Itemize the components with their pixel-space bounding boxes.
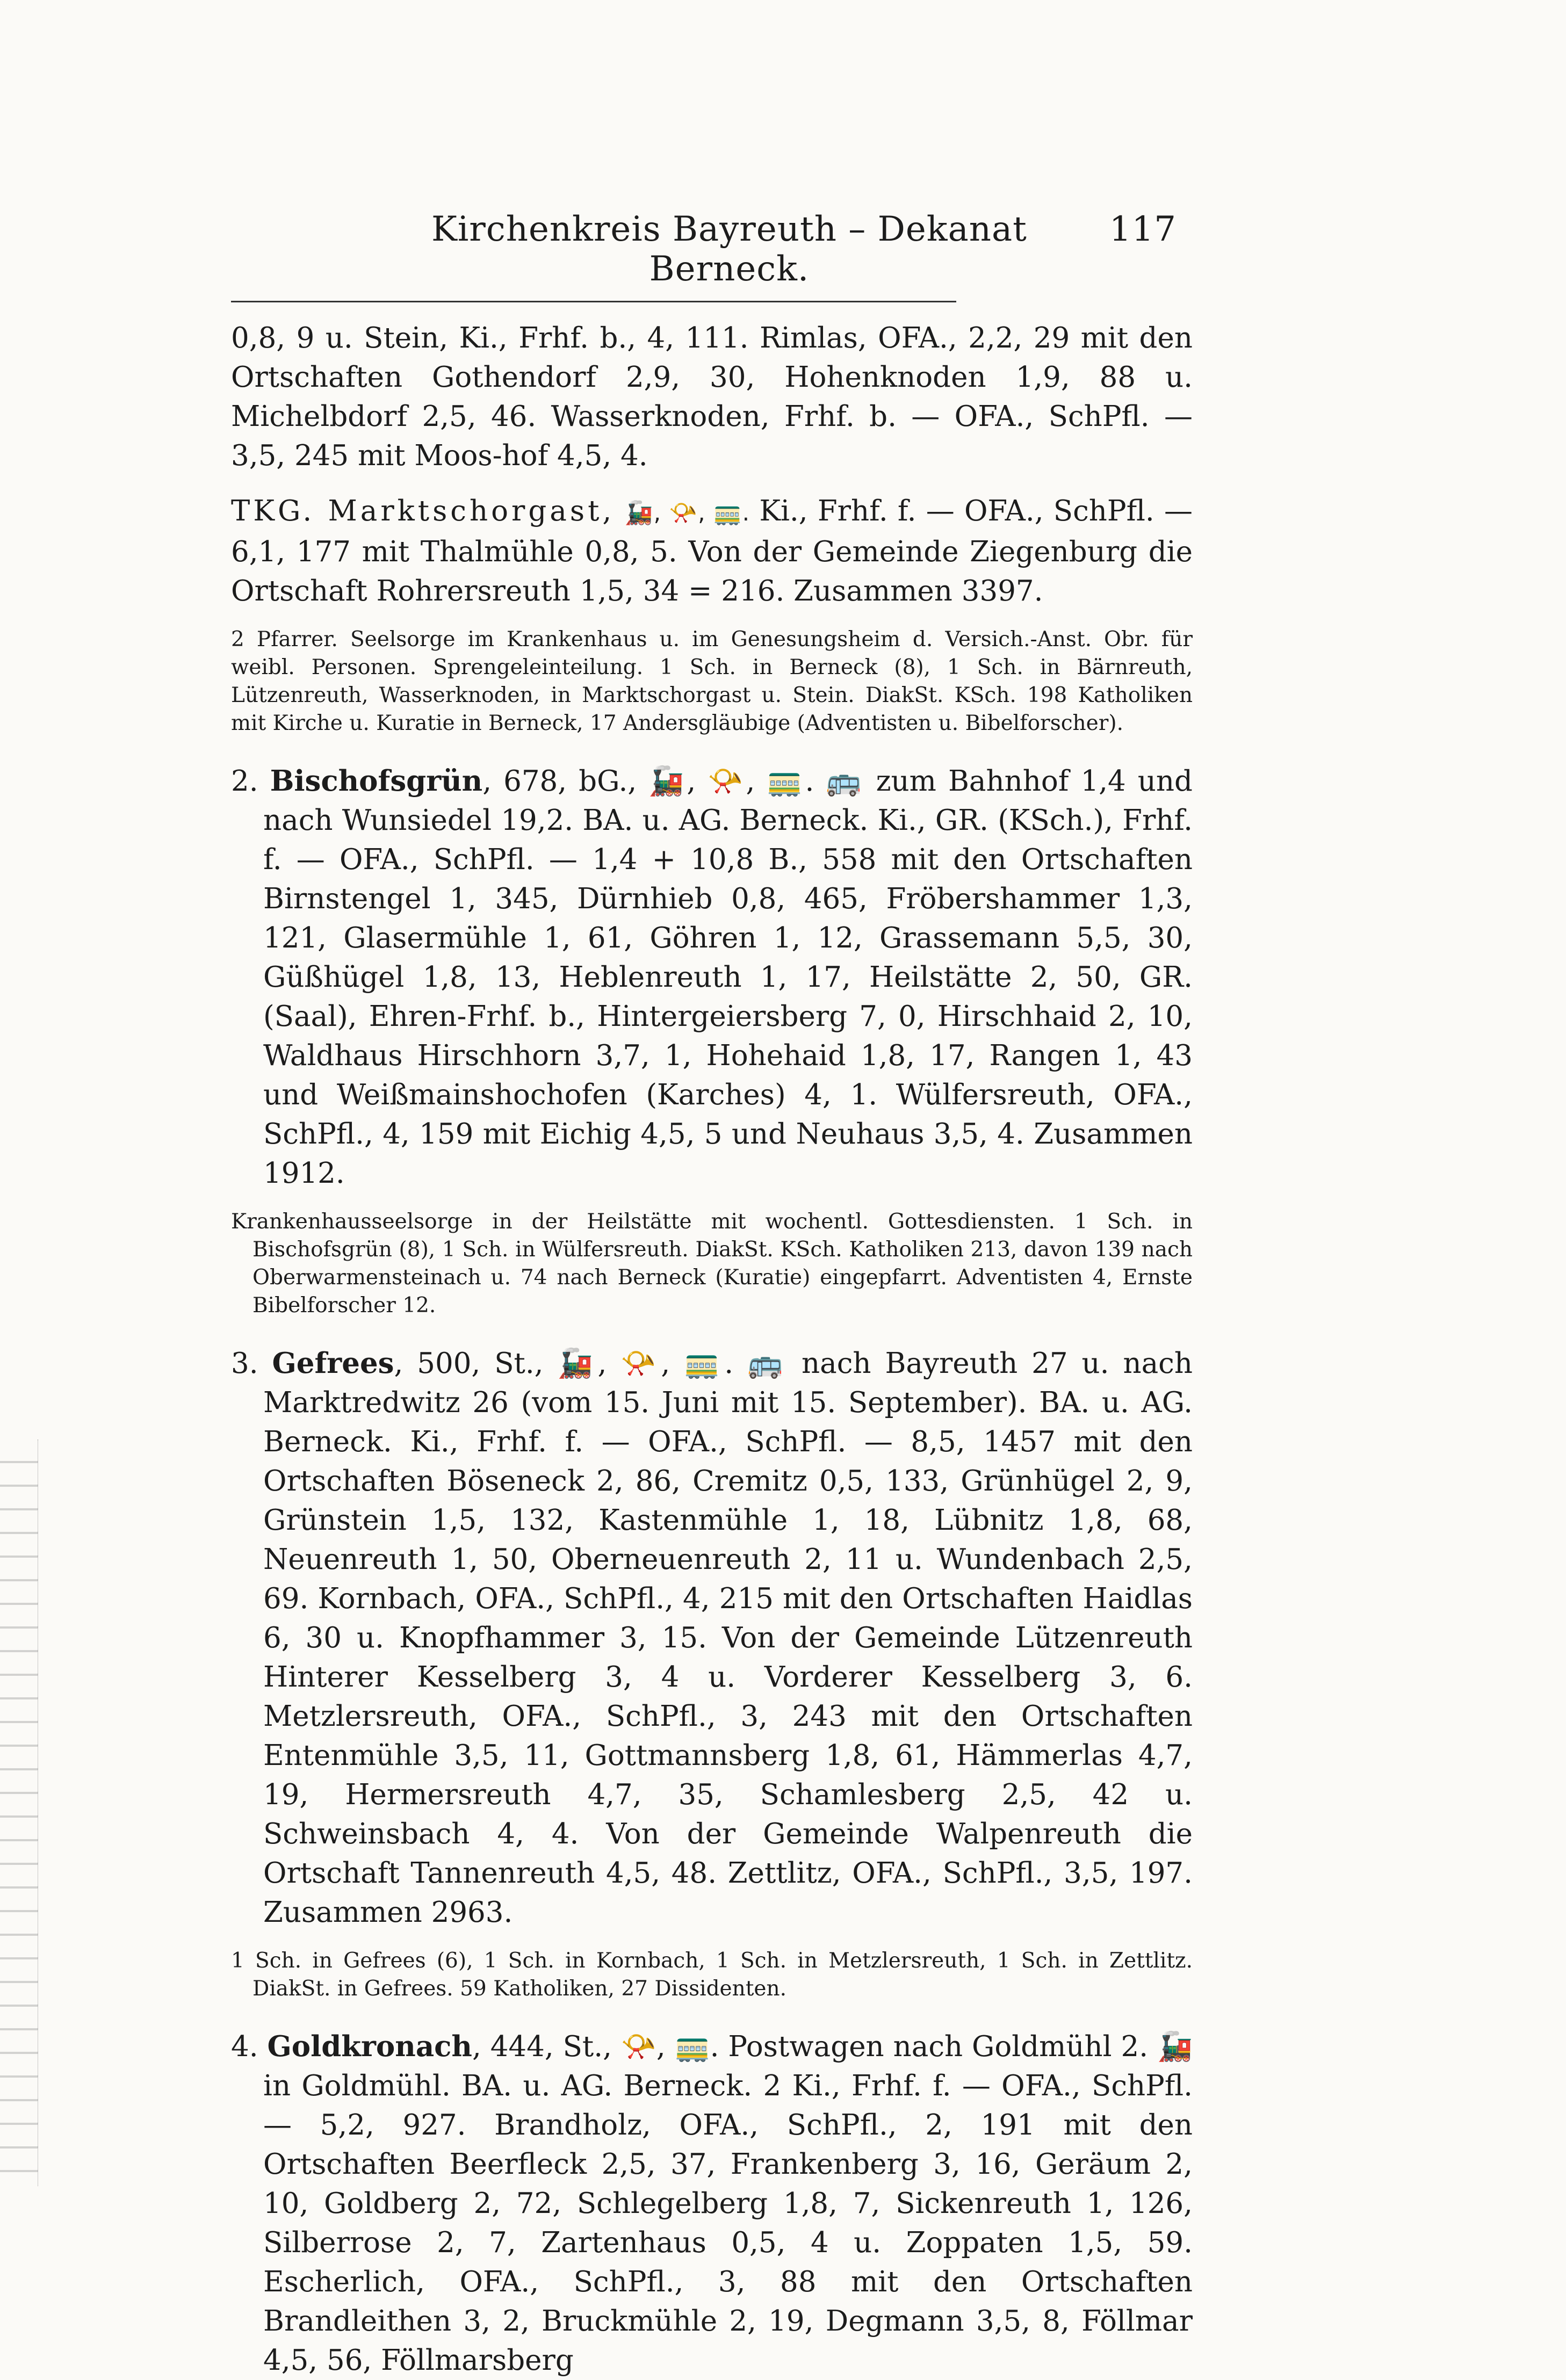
entry-paragraph <box>231 2027 1193 2380</box>
continuation-note: 2 Pfarrer. Seelsorge im Krankenhaus u. im Genesungsheim d. Versich.-Anst. Obr. für weibl. Personen. Sprengeleinteilung. 1 Sch. in Berneck (8), 1 Sch. in Bärnreuth, Lützenreuth, Wasserknoden, in Marktschorgast u. Stein. DiakSt. KSch. 198 Katholiken mit Kirche u. Kuratie in Berneck, 17 Andersgläubige (Adventisten u. Bibelforscher). <box>231 627 1193 735</box>
entry-number: 3. <box>231 1347 258 1380</box>
scan-margin-artifact <box>0 1439 38 2186</box>
entry-paragraph <box>231 762 1193 1193</box>
entry-number: 4. <box>231 2030 258 2063</box>
entry-name: Goldkronach <box>267 2030 472 2063</box>
entry-name: Gefrees <box>272 1347 394 1380</box>
page-number: 117 <box>1109 209 1177 249</box>
entry-bischofsgruen <box>231 762 1193 1320</box>
running-title: Kirchenkreis Bayreuth – Dekanat Berneck. <box>431 209 1027 289</box>
continuation-paragraph: 0,8, 9 u. Stein, Ki., Frhf. b., 4, 111. Rimlas, OFA., 2,2, 29 mit den Ortschaften Gothendorf 2,9, 30, Hohenknoden 1,9, 88 u. Michelbdorf 2,5, 46. Wasserknoden, Frhf. b. — OFA., SchPfl. — 3,5, 245 mit Moos-hof 4,5, 4. <box>231 322 1193 472</box>
entry-text: , 444, St., 📯, 🚃. Postwagen nach Goldmühl 2. 🚂 in Goldmühl. BA. u. AG. Berneck. 2 Ki., Frhf. f. — OFA., SchPfl. — 5,2, 927. Brandholz, OFA., SchPfl., 2, 191 mit den Ortschaften Beerfleck 2,5, 37, Frankenberg 3, 16, Geräum 2, 10, Goldberg 2, 72, Schlegelberg 1,8, 7, Sickenreuth 1, 126, Silberrose 2, 7, Zartenhaus 0,5, 4 u. Zoppaten 1,5, 59. Escherlich, OFA., SchPfl., 3, 88 mit den Ortschaften Brandleithen 3, 2, Bruckmühle 2, 19, Degmann 3,5, 8, Föllmar 4,5, 56, Föllmarsberg <box>263 2030 1193 2377</box>
entry-name: Bischofsgrün <box>270 764 483 798</box>
header-rule <box>231 301 956 302</box>
tkg-paragraph <box>231 491 1193 611</box>
entry-paragraph <box>231 1344 1193 1932</box>
entry-note: Krankenhausseelsorge in der Heilstätte mit wochentl. Gottesdiensten. 1 Sch. in Bischofsgrün (8), 1 Sch. in Wülfersreuth. DiakSt. KSch. Katholiken 213, davon 139 nach Oberwarmensteinach u. 74 nach Berneck (Kuratie) eingepfarrt. Adventisten 4, Ernste Bibelforscher 12. <box>231 1210 1193 1318</box>
entry-text: , 500, St., 🚂, 📯, 🚃. 🚌 nach Bayreuth 27 u. nach Marktredwitz 26 (vom 15. Juni mit 15. September). BA. u. AG. Berneck. Ki., Frhf. f. — OFA., SchPfl. — 8,5, 1457 mit den Ortschaften Böseneck 2, 86, Cremitz 0,5, 133, Grünhügel 2, 9, Grünstein 1,5, 132, Kastenmühle 1, 18, Lübnitz 1,8, 68, Neuenreuth 1, 50, Oberneuenreuth 2, 11 u. Wundenbach 2,5, 69. Kornbach, OFA., SchPfl., 4, 215 mit den Ortschaften Haidlas 6, 30 u. Knopfhammer 3, 15. Von der Gemeinde Lützenreuth Hinterer Kesselberg 3, 4 u. Vorderer Kesselberg 3, 6. Metzlersreuth, OFA., SchPfl., 3, 243 mit den Ortschaften Entenmühle 3,5, 11, Gottmannsberg 1,8, 61, Hämmerlas 4,7, 19, Hermersreuth 4,7, 35, Schamlesberg 2,5, 42 u. Schweinsbach 4, 4. Von der Gemeinde Walpenreuth die Ortschaft Tannenreuth 4,5, 48. Zettlitz, OFA., SchPfl., 3,5, 197. Zusammen 2963. <box>263 1347 1193 1929</box>
entry-number: 2. <box>231 765 258 798</box>
entry-goldkronach <box>231 2027 1193 2380</box>
entry-gefrees <box>231 1344 1193 2003</box>
tkg-lead: TKG. Marktschorgast, <box>231 495 615 527</box>
tkg-text: Ki., Frhf. f. — OFA., SchPfl. — 6,1, 177 mit Thalmühle 0,8, 5. Von der Gemeinde Ziegenburg die Ortschaft Rohrersreuth 1,5, 34 = 216. Zusammen 3397. <box>231 495 1193 607</box>
page-header <box>231 209 1193 289</box>
entry-text: , 678, bG., 🚂, 📯, 🚃. 🚌 zum Bahnhof 1,4 und nach Wunsiedel 19,2. BA. u. AG. Berneck. Ki., GR. (KSch.), Frhf. f. — OFA., SchPfl. — 1,4 + 10,8 B., 558 mit den Ortschaften Birnstengel 1, 345, Dürnhieb 0,8, 465, Fröbershammer 1,3, 121, Glasermühle 1, 61, Göhren 1, 12, Grassemann 5,5, 30, Güßhügel 1,8, 13, Heblenreuth 1, 17, Heilstätte 2, 50, GR. (Saal), Ehren-Frhf. b., Hintergeiersberg 7, 0, Hirschhaid 2, 10, Waldhaus Hirschhorn 3,7, 1, Hohehaid 1,8, 17, Rangen 1, 43 und Weißmainshochofen (Karches) 4, 1. Wülfersreuth, OFA., SchPfl., 4, 159 mit Eichig 4,5, 5 und Neuhaus 3,5, 4. Zusammen 1912. <box>263 765 1193 1190</box>
document-page <box>231 209 1193 2380</box>
entry-note: 1 Sch. in Gefrees (6), 1 Sch. in Kornbach, 1 Sch. in Metzlersreuth, 1 Sch. in Zettlitz. DiakSt. in Gefrees. 59 Katholiken, 27 Dissidenten. <box>231 1949 1193 2001</box>
rail-icon: 🚂, 📯, 🚃. <box>624 500 750 526</box>
